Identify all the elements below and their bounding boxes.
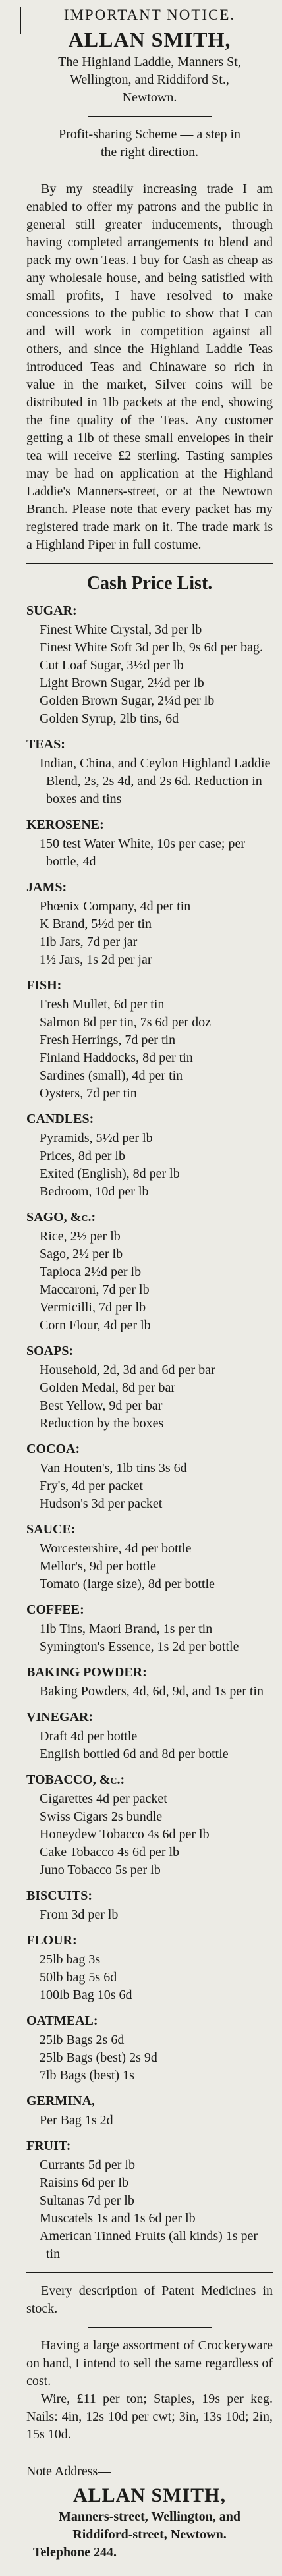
category-heading: JAMS: — [26, 880, 67, 894]
category-heading: TOBACCO, &c.: — [26, 1772, 125, 1787]
price-item: Salmon 8d per tin, 7s 6d per doz — [40, 1015, 211, 1029]
price-item: Golden Brown Sugar, 2¼d per lb — [40, 694, 215, 708]
price-item: Sardines (small), 4d per tin — [40, 1068, 183, 1083]
price-item: Muscatels 1s and 1s 6d per lb — [40, 2211, 196, 2226]
price-item: Golden Syrup, 2lb tins, 6d — [40, 711, 179, 726]
address-line: Newtown. — [122, 90, 177, 105]
address-line: The Highland Laddie, Manners St, — [58, 55, 241, 69]
price-item: Sago, 2½ per lb — [40, 1247, 123, 1261]
price-item: From 3d per lb — [40, 1907, 119, 1922]
merchant-address — [26, 53, 273, 107]
notice-heading: IMPORTANT NOTICE. — [63, 7, 236, 23]
price-item: Reduction by the boxes — [40, 1416, 164, 1431]
notice-body: By my steadily increasing trade I am enabled to offer my patrons and the public in general still greater inducements, through having completed arrangements to blend and pack my own Teas. I buy for Cash as cheap as any wholesale house, and being satisfied with small profits, I have resolved to make concessions to the public to show that I can and will work in competition against all others, and since the Highland Laddie Teas introduced Teas and Chinaware so rich in value in the market, Silver coins will be distributed in 1lb packets at the end, showing the fine quality of the Teas. Any customer getting a 1lb of these small envelopes in their tea will receive £2 sterling. Tasting samples may be had on application at the Highland Laddie's Manners-street, or at the Newtown Branch. Please note that every packet has my registered trade mark on it. The trade mark is a Highland Piper in full costume. — [26, 182, 273, 552]
divider — [88, 2327, 212, 2328]
price-item: Bedroom, 10d per lb — [40, 1184, 149, 1199]
price-item: Cut Loaf Sugar, 3½d per lb — [40, 658, 184, 672]
price-item: Fry's, 4d per packet — [40, 1479, 143, 1493]
telephone: Telephone 244. — [33, 2545, 117, 2560]
patent-medicines-note: Every description of Patent Medicines in stock. — [26, 2284, 273, 2316]
price-item: Baking Powders, 4d, 6d, 9d, and 1s per tin — [40, 1684, 264, 1699]
price-item: Van Houten's, 1lb tins 3s 6d — [40, 1461, 187, 1475]
price-item: Swiss Cigars 2s bundle — [40, 1809, 163, 1824]
frame-line — [20, 7, 21, 34]
price-item: Per Bag 1s 2d — [40, 2113, 113, 2127]
price-item: Rice, 2½ per lb — [40, 1229, 121, 1244]
category-heading: SAGO, &c.: — [26, 1210, 96, 1224]
price-item: Finest White Soft 3d per lb, 9s 6d per bag. — [40, 640, 264, 655]
category-heading: BISCUITS: — [26, 1888, 93, 1903]
category-heading: CANDLES: — [26, 1112, 94, 1126]
price-item: K Brand, 5½d per tin — [40, 917, 152, 931]
category-heading: SUGAR: — [26, 603, 77, 618]
footer-address-line: Riddiford-street, Newtown. — [72, 2527, 227, 2542]
footer-address-line: Manners-street, Wellington, and — [59, 2509, 240, 2524]
price-item: Fresh Mullet, 6d per tin — [40, 997, 165, 1012]
price-item: Finest White Crystal, 3d per lb — [40, 622, 202, 637]
price-item: Indian, China, and Ceylon Highland Laddie Blend, 2s, 2s 4d, and 2s 6d. Reduction in boxes and tins — [40, 756, 271, 806]
price-item: 25lb bag 3s — [40, 1952, 101, 1967]
price-item: Exited (English), 8d per lb — [40, 1166, 180, 1181]
price-item: Best Yellow, 9d per bar — [40, 1398, 163, 1413]
price-item: Finland Haddocks, 8d per tin — [40, 1051, 193, 1065]
price-item: 50lb bag 5s 6d — [40, 1970, 117, 1985]
price-list — [26, 602, 273, 2263]
category-heading: GERMINA, — [26, 2094, 95, 2108]
category-heading: COFFEE: — [26, 1603, 84, 1617]
price-item: 7lb Bags (best) 1s — [40, 2068, 134, 2083]
merchant-name: ALLAN SMITH, — [68, 28, 231, 51]
divider — [26, 563, 273, 564]
category-heading: VINEGAR: — [26, 1710, 94, 1724]
price-item: 150 test Water White, 10s per case; per bottle, 4d — [40, 836, 245, 869]
category-heading: FISH: — [26, 978, 62, 993]
category-heading: BAKING POWDER: — [26, 1665, 147, 1680]
footer-merchant-name: ALLAN SMITH, — [72, 2484, 227, 2506]
price-item: 1½ Jars, 1s 2d per jar — [40, 952, 152, 967]
price-item: Honeydew Tobacco 4s 6d per lb — [40, 1827, 210, 1842]
price-item: Cake Tobacco 4s 6d per lb — [40, 1845, 180, 1859]
category-heading: SOAPS: — [26, 1344, 74, 1358]
price-item: Hudson's 3d per packet — [40, 1496, 163, 1511]
price-item: Mellor's, 9d per bottle — [40, 1559, 156, 1574]
category-heading: FRUIT: — [26, 2139, 71, 2153]
price-item: American Tinned Fruits (all kinds) 1s per tin — [40, 2229, 258, 2261]
address-line: Wellington, and Riddiford St., — [70, 72, 229, 87]
price-item: Oysters, 7d per tin — [40, 1086, 137, 1101]
profit-line: the right direction. — [100, 145, 199, 159]
divider — [26, 2272, 273, 2273]
price-item: Light Brown Sugar, 2½d per lb — [40, 676, 204, 690]
price-item: Golden Medal, 8d per bar — [40, 1381, 176, 1395]
price-item: Household, 2d, 3d and 6d per bar — [40, 1363, 215, 1377]
category-heading: SAUCE: — [26, 1522, 76, 1537]
price-item: Worcestershire, 4d per bottle — [40, 1541, 192, 1556]
price-item: Fresh Herrings, 7d per tin — [40, 1033, 176, 1047]
category-heading: FLOUR: — [26, 1933, 77, 1948]
price-item: Draft 4d per bottle — [40, 1729, 138, 1743]
divider — [88, 116, 212, 117]
price-item: 25lb Bags 2s 6d — [40, 2033, 125, 2047]
footer-address — [26, 2508, 273, 2544]
price-item: Cigarettes 4d per packet — [40, 1792, 167, 1806]
category-heading: TEAS: — [26, 737, 65, 752]
price-item: Symington's Essence, 1s 2d per bottle — [40, 1639, 239, 1654]
price-item: Maccaroni, 7d per lb — [40, 1282, 150, 1297]
price-item: 100lb Bag 10s 6d — [40, 1988, 132, 2002]
price-item: Vermicilli, 7d per lb — [40, 1300, 146, 1315]
profit-sharing-line — [26, 126, 273, 161]
category-heading: KEROSENE: — [26, 817, 104, 832]
price-item: Sultanas 7d per lb — [40, 2193, 134, 2208]
price-item: English bottled 6d and 8d per bottle — [40, 1747, 229, 1761]
price-item: 1lb Tins, Maori Brand, 1s per tin — [40, 1622, 213, 1636]
price-item: Tomato (large size), 8d per bottle — [40, 1577, 215, 1591]
price-item: 25lb Bags (best) 2s 9d — [40, 2050, 157, 2065]
price-item: 1lb Jars, 7d per jar — [40, 935, 138, 949]
profit-line: Profit-sharing Scheme — a step in — [58, 127, 241, 142]
price-item: Corn Flour, 4d per lb — [40, 1318, 151, 1332]
price-item: Juno Tobacco 5s per lb — [40, 1863, 161, 1877]
price-item: Phœnix Company, 4d per tin — [40, 899, 191, 914]
price-item: Raisins 6d per lb — [40, 2176, 128, 2190]
category-heading: OATMEAL: — [26, 2014, 98, 2028]
wire-note: Wire, £11 per ton; Staples, 19s per keg. Nails: 4in, 12s 10d per cwt; 3in, 13s 10d; 2in, 15s 10d. — [26, 2392, 273, 2442]
price-item: Tapioca 2½d per lb — [40, 1265, 142, 1279]
price-item: Prices, 8d per lb — [40, 1149, 125, 1163]
category-heading: COCOA: — [26, 1442, 80, 1456]
price-list-title: Cash Price List. — [86, 573, 213, 593]
price-item: Currants 5d per lb — [40, 2158, 135, 2172]
crockery-note: Having a large assortment of Crockeryware on hand, I intend to sell the same regardless of cost. — [26, 2338, 273, 2388]
price-item: Pyramids, 5½d per lb — [40, 1131, 153, 1145]
note-address-label: Note Address— — [26, 2464, 111, 2479]
